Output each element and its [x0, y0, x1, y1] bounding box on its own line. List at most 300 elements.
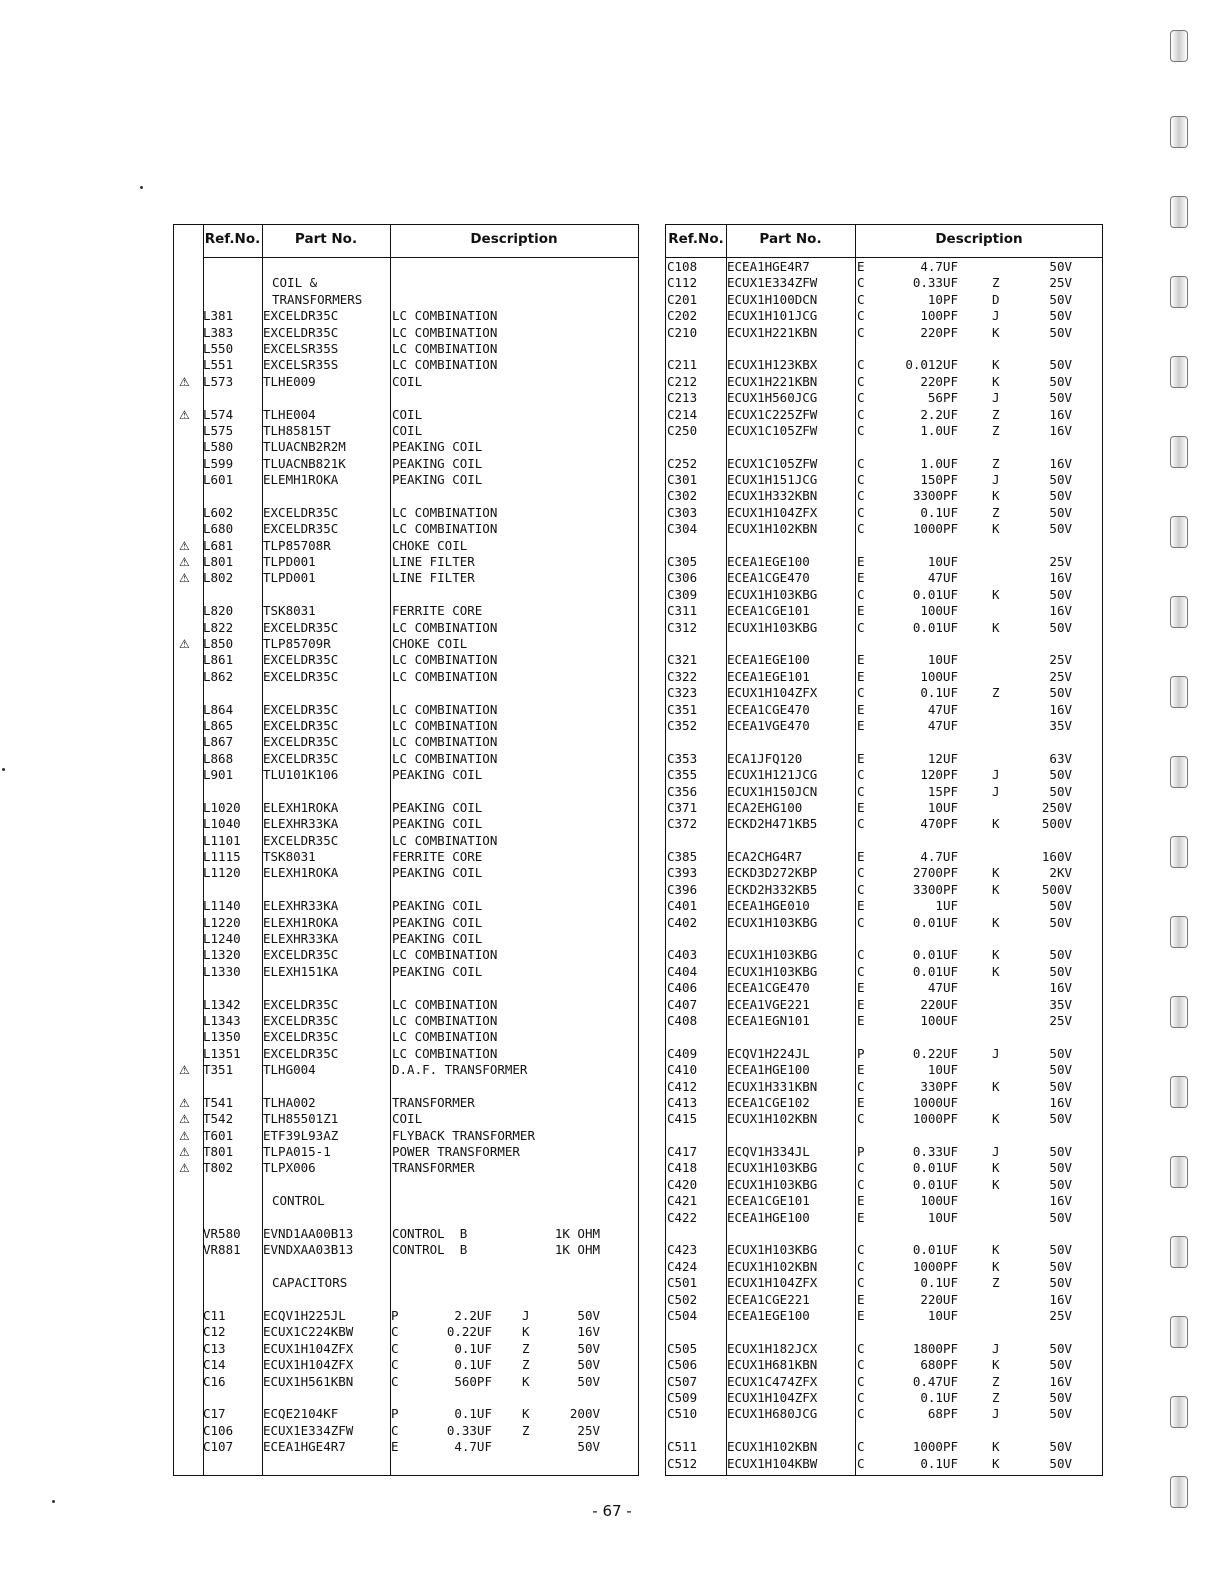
- table-row: [174, 702, 638, 718]
- ref-no: C353: [667, 750, 698, 766]
- ref-no: C321: [667, 652, 698, 668]
- capacitance: 220UF: [920, 996, 958, 1012]
- table-row: [666, 472, 1102, 488]
- ref-no: C12: [203, 1324, 226, 1340]
- capacitance: 15PF: [927, 783, 958, 799]
- value: 1K OHM: [554, 1226, 600, 1242]
- table-row: [174, 767, 638, 783]
- cap-type: E: [857, 996, 865, 1012]
- table-row: [174, 538, 638, 554]
- voltage: 50V: [1049, 963, 1072, 979]
- ref-no: L575: [203, 422, 234, 438]
- table-row: [666, 1046, 1102, 1062]
- ref-no: C352: [667, 717, 698, 733]
- ref-no: L867: [203, 734, 234, 750]
- ref-no: L1040: [203, 816, 241, 832]
- part-no: ECEA1HGE4R7: [727, 259, 810, 274]
- table-row: [174, 1259, 638, 1275]
- voltage: 50V: [1049, 1144, 1072, 1160]
- tolerance: Z: [522, 1357, 530, 1373]
- table-row: [666, 1374, 1102, 1390]
- table-row: [174, 1226, 638, 1242]
- part-no: ECEA1EGE100: [727, 554, 810, 570]
- table-row: [174, 1062, 638, 1078]
- ref-no: VR881: [203, 1242, 241, 1258]
- binding-hole: [1170, 596, 1188, 628]
- ref-no: C422: [667, 1209, 698, 1225]
- safety-warning-icon: ⚠: [179, 407, 190, 422]
- ref-no: T542: [203, 1111, 234, 1127]
- safety-warning-icon: ⚠: [179, 1095, 190, 1110]
- table-row: [666, 636, 1102, 652]
- table-row: [666, 341, 1102, 357]
- part-no: TLHA002: [263, 1094, 316, 1110]
- binding-hole: [1170, 1396, 1188, 1428]
- cap-type: C: [857, 291, 865, 307]
- ref-no: L802: [203, 570, 234, 586]
- part-no: ECUX1H103KBG: [727, 619, 818, 635]
- table-row: [174, 620, 638, 636]
- part-no: TLHE009: [263, 373, 316, 389]
- part-no: EXCELDR35C: [263, 947, 339, 963]
- tolerance: K: [992, 963, 1000, 979]
- part-no: TLH85501Z1: [263, 1111, 339, 1127]
- table-row: [666, 325, 1102, 341]
- capacitance: 10UF: [927, 1308, 958, 1323]
- ref-no: L850: [203, 635, 234, 651]
- cap-type: E: [857, 1308, 865, 1323]
- tolerance: Z: [992, 685, 1000, 701]
- part-no: ECA2CHG4R7: [727, 849, 803, 865]
- table-row: [666, 784, 1102, 800]
- table-row: [666, 390, 1102, 406]
- part-no: ECQE2104KF: [263, 1406, 339, 1422]
- table-row: [174, 456, 638, 472]
- table-row: [666, 308, 1102, 324]
- ref-no: T541: [203, 1094, 234, 1110]
- part-no: ECUX1C224KBW: [263, 1324, 354, 1340]
- part-no: ELEXH151KA: [263, 963, 339, 979]
- table-row: [174, 1406, 638, 1422]
- ref-no: C202: [667, 308, 698, 324]
- ref-no: C424: [667, 1258, 698, 1274]
- part-no: ECUX1C105ZFW: [727, 422, 818, 438]
- safety-warning-icon: ⚠: [179, 1063, 190, 1078]
- voltage: 50V: [577, 1308, 600, 1323]
- capacitance: 150PF: [920, 472, 958, 488]
- capacitance: 0.1UF: [454, 1406, 492, 1422]
- part-no: ECUX1C225ZFW: [727, 406, 818, 422]
- table-row: [174, 325, 638, 341]
- section-heading: TRANSFORMERS: [272, 291, 363, 307]
- table-row: [174, 652, 638, 668]
- ref-no: L381: [203, 308, 234, 324]
- capacitance: 0.1UF: [920, 1455, 958, 1471]
- ref-no: L822: [203, 619, 234, 635]
- table-row: [666, 947, 1102, 963]
- cap-type: C: [857, 504, 865, 520]
- table-row: [174, 1177, 638, 1193]
- capacitance: 0.012UF: [905, 357, 958, 373]
- capacitance: 2.2UF: [920, 406, 958, 422]
- capacitance: 0.01UF: [912, 947, 958, 963]
- part-no: ECUX1H332KBN: [727, 488, 818, 504]
- safety-warning-icon: ⚠: [179, 571, 190, 586]
- cap-type: E: [857, 799, 865, 815]
- voltage: 25V: [1049, 554, 1072, 570]
- cap-type: C: [857, 1160, 865, 1176]
- binding-hole: [1170, 116, 1188, 148]
- capacitance: 100UF: [920, 668, 958, 684]
- voltage: 50V: [1049, 504, 1072, 520]
- part-no: EXCELDR35C: [263, 1045, 339, 1061]
- ref-no: L383: [203, 324, 234, 340]
- table-row: [174, 390, 638, 406]
- cap-type: C: [857, 472, 865, 488]
- part-no: TLHE004: [263, 406, 316, 422]
- cap-type: E: [857, 750, 865, 766]
- capacitance: 0.22UF: [912, 1045, 958, 1061]
- ref-no: C402: [667, 914, 698, 930]
- cap-type: E: [857, 603, 865, 619]
- description: PEAKING COIL: [392, 767, 483, 783]
- table-row: [174, 488, 638, 504]
- description: LC COMBINATION: [392, 308, 498, 324]
- table-row: [174, 669, 638, 685]
- voltage: 25V: [1049, 275, 1072, 291]
- table-row: [666, 898, 1102, 914]
- table-row: [174, 1095, 638, 1111]
- ref-no: C406: [667, 980, 698, 996]
- tolerance: K: [992, 1258, 1000, 1274]
- voltage: 25V: [577, 1422, 600, 1438]
- table-row: [174, 1079, 638, 1095]
- part-no: ECQV1H224JL: [727, 1045, 810, 1061]
- part-no: ECUX1H103KBG: [727, 1160, 818, 1176]
- safety-warning-icon: ⚠: [179, 1112, 190, 1127]
- table-row: [666, 603, 1102, 619]
- description: COIL: [392, 373, 423, 389]
- voltage: 50V: [1049, 373, 1072, 389]
- voltage: 50V: [1049, 1045, 1072, 1061]
- part-no: TLPD001: [263, 570, 316, 586]
- table-row: [174, 1357, 638, 1373]
- ref-no: L1115: [203, 849, 241, 865]
- cap-type: C: [857, 1275, 865, 1291]
- table-row: [666, 1095, 1102, 1111]
- part-no: ECEA1EGE100: [727, 1308, 810, 1323]
- part-no: ELEXH1ROKA: [263, 799, 339, 815]
- binding-hole: [1170, 1476, 1188, 1508]
- part-no: TLP85708R: [263, 537, 331, 553]
- ref-no: C409: [667, 1045, 698, 1061]
- safety-warning-icon: ⚠: [179, 636, 190, 651]
- part-no: ECEA1HGE100: [727, 1062, 810, 1078]
- capacitance: 3300PF: [912, 881, 958, 897]
- description: LC COMBINATION: [392, 652, 498, 668]
- part-no: ECUX1H103KBG: [727, 586, 818, 602]
- part-no: TLPA015-1: [263, 1144, 331, 1160]
- cap-type: C: [857, 1389, 865, 1405]
- ref-no: C309: [667, 586, 698, 602]
- parts-table-left: [173, 224, 639, 1476]
- part-no: ECEA1VGE221: [727, 996, 810, 1012]
- capacitance: 4.7UF: [920, 259, 958, 274]
- table-row: [174, 915, 638, 931]
- capacitance: 0.33UF: [912, 1144, 958, 1160]
- part-no: ECEA1CGE102: [727, 1094, 810, 1110]
- tolerance: K: [992, 1078, 1000, 1094]
- tolerance: K: [992, 914, 1000, 930]
- binding-hole: [1170, 1156, 1188, 1188]
- capacitance: 470PF: [920, 816, 958, 832]
- table-row: [666, 915, 1102, 931]
- cap-type: C: [391, 1422, 399, 1438]
- safety-warning-icon: ⚠: [179, 1128, 190, 1143]
- right-rows: [666, 259, 1102, 1472]
- page-number: - 67 -: [592, 1502, 632, 1520]
- table-row: [174, 521, 638, 537]
- table-row: [666, 407, 1102, 423]
- voltage: 16V: [577, 1324, 600, 1340]
- voltage: 50V: [577, 1340, 600, 1356]
- tolerance: J: [992, 783, 1000, 799]
- part-no: EXCELDR35C: [263, 504, 339, 520]
- cap-type: E: [857, 668, 865, 684]
- cap-type: C: [857, 357, 865, 373]
- table-row: [174, 1423, 638, 1439]
- part-no: ECUX1E334ZFW: [263, 1422, 354, 1438]
- table-row: [666, 1456, 1102, 1472]
- safety-warning-icon: ⚠: [179, 555, 190, 570]
- table-row: [666, 652, 1102, 668]
- voltage: 25V: [1049, 1308, 1072, 1323]
- voltage: 50V: [1049, 488, 1072, 504]
- table-row: [666, 1111, 1102, 1127]
- cap-type: P: [391, 1406, 399, 1422]
- safety-warning-icon: ⚠: [179, 374, 190, 389]
- capacitance: 0.33UF: [912, 275, 958, 291]
- cap-type: C: [857, 947, 865, 963]
- ref-no: C408: [667, 1012, 698, 1028]
- part-no: EXCELDR35C: [263, 701, 339, 717]
- tolerance: K: [992, 373, 1000, 389]
- tolerance: K: [992, 1111, 1000, 1127]
- voltage: 2KV: [1049, 865, 1072, 881]
- ref-no: C11: [203, 1308, 226, 1323]
- part-no: ECEA1VGE470: [727, 717, 810, 733]
- part-no: ECUX1H680JCG: [727, 1406, 818, 1422]
- ref-no: C250: [667, 422, 698, 438]
- cap-type: C: [857, 1258, 865, 1274]
- description: COIL: [392, 422, 423, 438]
- description: LC COMBINATION: [392, 340, 498, 356]
- ref-no: T601: [203, 1127, 234, 1143]
- description: LC COMBINATION: [392, 504, 498, 520]
- ref-no: C502: [667, 1291, 698, 1307]
- tolerance: K: [992, 865, 1000, 881]
- ref-no: C211: [667, 357, 698, 373]
- ref-no: L820: [203, 603, 234, 619]
- part-no: ECUX1H104ZFX: [263, 1340, 354, 1356]
- table-row: [174, 308, 638, 324]
- voltage: 16V: [1049, 1193, 1072, 1209]
- table-row: [174, 292, 638, 308]
- description: CONTROL B: [392, 1226, 468, 1242]
- tolerance: J: [992, 1144, 1000, 1160]
- cap-type: E: [857, 554, 865, 570]
- description: FERRITE CORE: [392, 603, 483, 619]
- ref-no: C505: [667, 1340, 698, 1356]
- tolerance: Z: [992, 1373, 1000, 1389]
- part-no: ECEA1CGE221: [727, 1291, 810, 1307]
- part-no: EXCELDR35C: [263, 734, 339, 750]
- capacitance: 220PF: [920, 373, 958, 389]
- part-no: ECEA1HGE010: [727, 898, 810, 914]
- tolerance: J: [522, 1308, 530, 1323]
- table-row: [666, 1341, 1102, 1357]
- cap-type: C: [857, 275, 865, 291]
- description: PEAKING COIL: [392, 931, 483, 947]
- table-row: [174, 374, 638, 390]
- cap-type: C: [857, 324, 865, 340]
- table-row: [174, 997, 638, 1013]
- cap-type: C: [857, 1078, 865, 1094]
- safety-warning-icon: ⚠: [179, 1145, 190, 1160]
- part-no: ECUX1H560JCG: [727, 390, 818, 406]
- part-no: ECA2EHG100: [727, 799, 803, 815]
- table-row: [174, 964, 638, 980]
- ref-no: C214: [667, 406, 698, 422]
- ref-no: T351: [203, 1062, 234, 1078]
- safety-warning-icon: ⚠: [179, 538, 190, 553]
- speck: [52, 1500, 55, 1503]
- table-row: [666, 702, 1102, 718]
- capacitance: 1000UF: [912, 1094, 958, 1110]
- voltage: 63V: [1049, 750, 1072, 766]
- voltage: 50V: [1049, 1209, 1072, 1225]
- part-no: EXCELSR35S: [263, 357, 339, 373]
- capacitance: 10UF: [927, 1209, 958, 1225]
- ref-no: L1220: [203, 914, 241, 930]
- voltage: 50V: [1049, 1340, 1072, 1356]
- part-no: ECUX1H103KBG: [727, 947, 818, 963]
- part-no: ELEXHR33KA: [263, 931, 339, 947]
- table-row: [666, 1226, 1102, 1242]
- table-row: [666, 1439, 1102, 1455]
- table-row: [174, 423, 638, 439]
- part-no: ECEA1HGE100: [727, 1209, 810, 1225]
- capacitance: 12UF: [927, 750, 958, 766]
- voltage: 25V: [1049, 1012, 1072, 1028]
- tolerance: K: [522, 1406, 530, 1422]
- ref-no: C323: [667, 685, 698, 701]
- description: PEAKING COIL: [392, 898, 483, 914]
- ref-no: C423: [667, 1242, 698, 1258]
- ref-no: C252: [667, 455, 698, 471]
- capacitance: 1000PF: [912, 1111, 958, 1127]
- voltage: 50V: [1049, 685, 1072, 701]
- table-row: [666, 357, 1102, 373]
- part-no: ECUX1H102KBN: [727, 1439, 818, 1455]
- binding-hole: [1170, 836, 1188, 868]
- table-row: [174, 833, 638, 849]
- voltage: 50V: [1049, 586, 1072, 602]
- description: LC COMBINATION: [392, 324, 498, 340]
- capacitance: 3300PF: [912, 488, 958, 504]
- cap-type: E: [857, 898, 865, 914]
- capacitance: 1UF: [935, 898, 958, 914]
- table-row: [666, 1177, 1102, 1193]
- description: CONTROL B: [392, 1242, 468, 1258]
- tolerance: J: [992, 1045, 1000, 1061]
- capacitance: 0.1UF: [454, 1340, 492, 1356]
- ref-no: C302: [667, 488, 698, 504]
- table-row: [666, 259, 1102, 275]
- table-row: [666, 1144, 1102, 1160]
- voltage: 50V: [1049, 1160, 1072, 1176]
- cap-type: E: [857, 1012, 865, 1028]
- capacitance: 0.47UF: [912, 1373, 958, 1389]
- table-row: [174, 784, 638, 800]
- table-row: [666, 800, 1102, 816]
- voltage: 16V: [1049, 406, 1072, 422]
- tolerance: J: [992, 1340, 1000, 1356]
- table-row: [666, 587, 1102, 603]
- capacitance: 680PF: [920, 1357, 958, 1373]
- ref-no: C506: [667, 1357, 698, 1373]
- ref-no: C501: [667, 1275, 698, 1291]
- cap-type: C: [857, 1439, 865, 1455]
- description: FLYBACK TRANSFORMER: [392, 1127, 535, 1143]
- part-no: ELEMH1ROKA: [263, 472, 339, 488]
- cap-type: C: [391, 1324, 399, 1340]
- tolerance: K: [992, 1439, 1000, 1455]
- ref-no: C509: [667, 1389, 698, 1405]
- ref-no: C393: [667, 865, 698, 881]
- capacitance: 100PF: [920, 308, 958, 324]
- table-row: [666, 275, 1102, 291]
- tolerance: K: [992, 619, 1000, 635]
- part-no: ECUX1H104ZFX: [727, 1275, 818, 1291]
- cap-type: P: [391, 1308, 399, 1323]
- ref-no: L861: [203, 652, 234, 668]
- cap-type: E: [857, 1209, 865, 1225]
- part-no: EXCELDR35C: [263, 1012, 339, 1028]
- voltage: 50V: [1049, 1111, 1072, 1127]
- table-row: [174, 1210, 638, 1226]
- description: PEAKING COIL: [392, 816, 483, 832]
- description: LC COMBINATION: [392, 619, 498, 635]
- description: LC COMBINATION: [392, 734, 498, 750]
- ref-no: C16: [203, 1373, 226, 1389]
- description: LC COMBINATION: [392, 701, 498, 717]
- ref-no: C407: [667, 996, 698, 1012]
- table-row: [666, 1259, 1102, 1275]
- binding-hole: [1170, 1316, 1188, 1348]
- table-row: [666, 1013, 1102, 1029]
- description: CHOKE COIL: [392, 635, 468, 651]
- binding-hole: [1170, 196, 1188, 228]
- table-row: [174, 882, 638, 898]
- binding-hole: [1170, 356, 1188, 388]
- table-row: [666, 964, 1102, 980]
- part-no: TLHG004: [263, 1062, 316, 1078]
- ref-no: L1020: [203, 799, 241, 815]
- table-row: [174, 718, 638, 734]
- part-no: ECUX1H101JCG: [727, 308, 818, 324]
- capacitance: 0.22UF: [446, 1324, 492, 1340]
